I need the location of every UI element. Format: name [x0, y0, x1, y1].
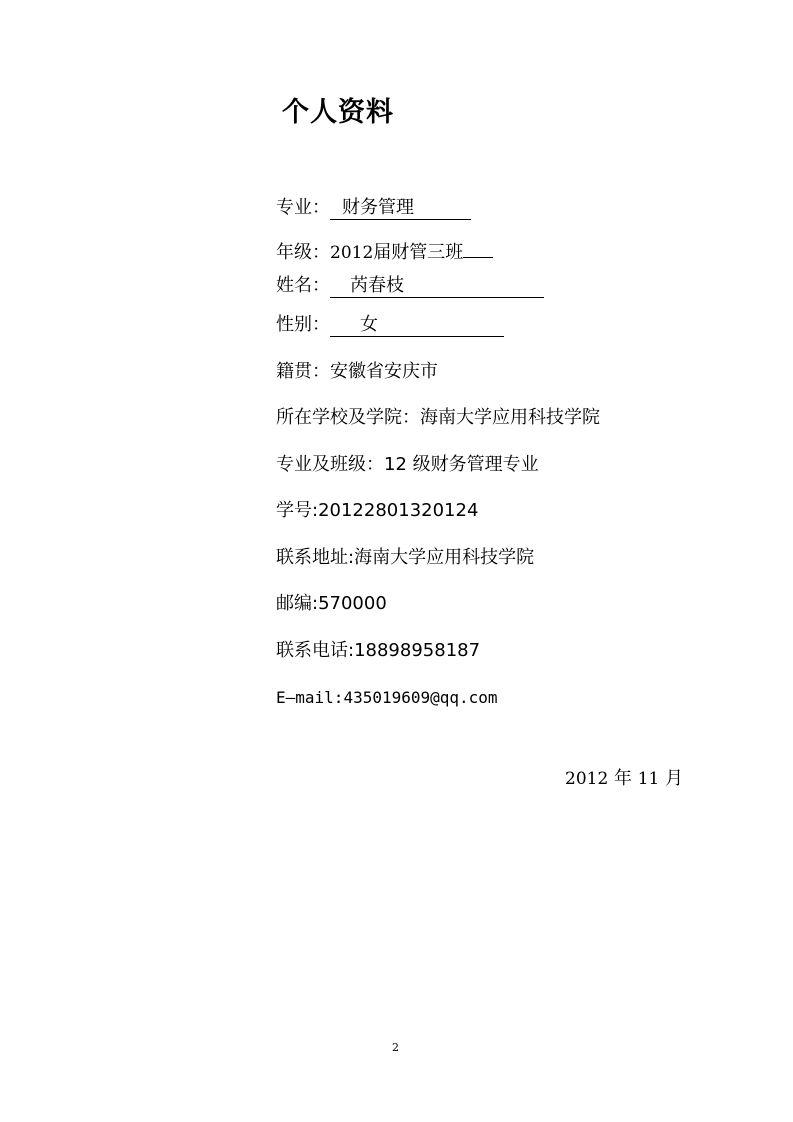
major-value: 财务管理 [342, 197, 414, 218]
native-place-value: 安徽省安庆市 [330, 361, 438, 382]
student-id-value: 20122801320124 [318, 500, 479, 521]
major-underline-field [330, 197, 471, 220]
page-title: 个人资料 [282, 97, 394, 128]
address-value: 海南大学应用科技学院 [354, 547, 535, 568]
signature-date [565, 767, 683, 791]
postcode-line [276, 592, 387, 616]
name-underline-field [330, 275, 544, 298]
school-value: 海南大学应用科技学院 [420, 407, 600, 428]
grade-line [276, 235, 493, 265]
major-line [276, 196, 471, 220]
grade-underline [463, 235, 493, 258]
email-label: E—mail: [276, 688, 344, 707]
phone-line [276, 639, 480, 663]
major-label: 专业： [276, 197, 330, 218]
school-line [276, 406, 600, 430]
native-place-label: 籍贯： [276, 361, 330, 382]
grade-label: 年级： [276, 242, 330, 263]
grade-year: 2012 [330, 243, 374, 263]
page-number: 2 [392, 1041, 399, 1054]
postcode-value: 570000 [318, 593, 387, 614]
date-year: 2012 [565, 769, 609, 789]
grade-value: 届财管三班 [373, 242, 464, 263]
student-id-label: 学号: [276, 500, 319, 521]
gender-value: 女 [360, 314, 378, 335]
class-line [276, 453, 539, 477]
name-label: 姓名： [276, 275, 330, 296]
postcode-label: 邮编: [276, 593, 319, 614]
email-line [276, 686, 498, 710]
gender-label: 性别： [276, 314, 330, 335]
class-value: 12 级财务管理专业 [384, 454, 539, 475]
gender-underline-field [330, 314, 504, 337]
native-place-line [276, 360, 438, 384]
date-month-unit: 月 [665, 768, 684, 789]
student-id-line [276, 499, 478, 523]
address-label: 联系地址: [276, 547, 355, 568]
phone-value: 18898958187 [354, 640, 481, 661]
class-label: 专业及班级： [276, 454, 384, 475]
phone-label: 联系电话: [276, 640, 355, 661]
name-value: 芮春枝 [350, 275, 404, 296]
address-line [276, 546, 534, 570]
name-line [276, 274, 544, 298]
date-month: 11 [637, 769, 660, 789]
email-value: 435019609@qq.com [343, 688, 498, 707]
gender-line [276, 313, 504, 337]
date-year-unit: 年 [614, 768, 632, 789]
school-label: 所在学校及学院： [276, 407, 420, 428]
